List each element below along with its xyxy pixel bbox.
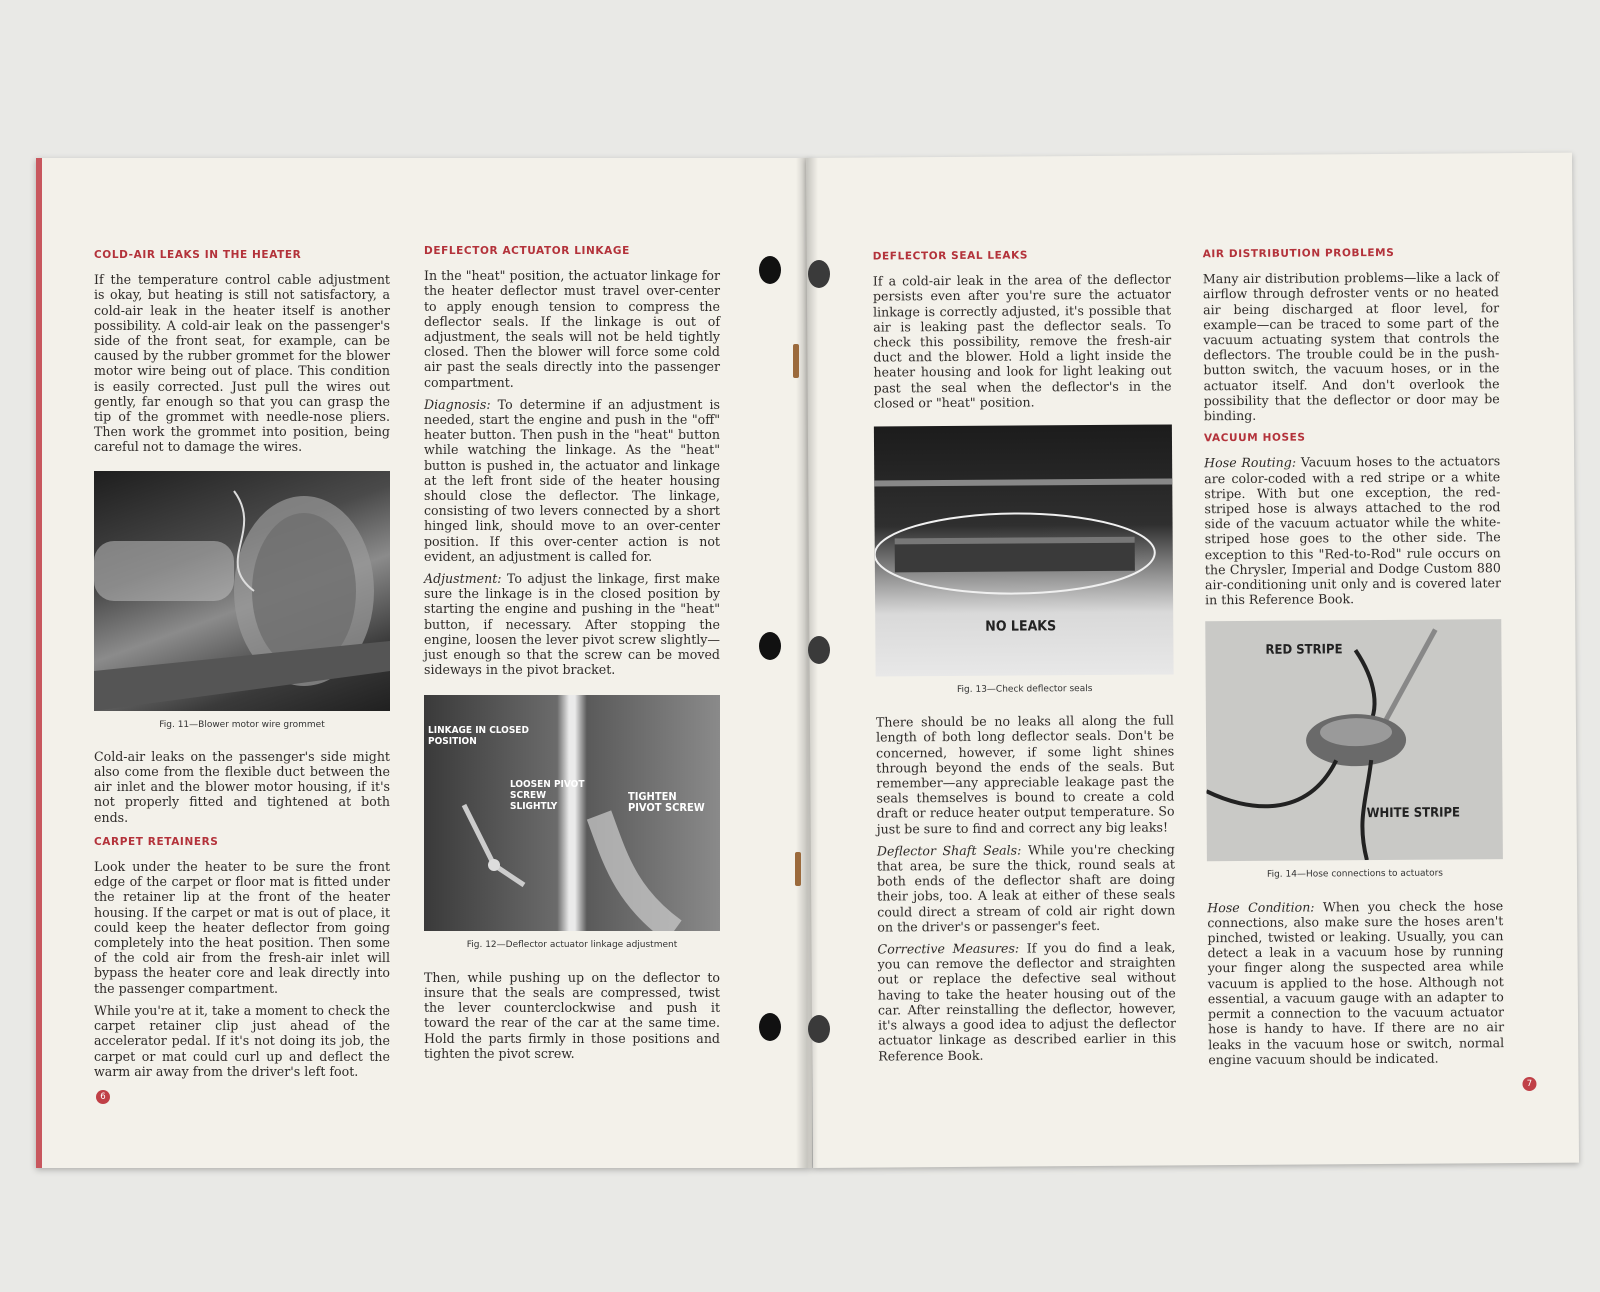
figure-12-photo	[424, 695, 720, 931]
figure-13-caption: Fig. 13—Check deflector seals	[956, 684, 1093, 695]
binder-hole	[808, 1015, 830, 1043]
binder-hole	[808, 636, 830, 664]
paragraph-text: When you check the hose connections, also make sure the hoses aren't pinched, twisted or leaking. Usually, you can detect a leak in a vacuum hose by running your finger along the suspected area while vacuum is applied to the hose. Although not essential, a vacuum gauge with an adapter to permit a connection to the vacuum actuator hose is handy to have. If there are no air leaks in the vacuum hose or switch, normal engine vacuum should be indicated.	[1207, 897, 1505, 1067]
paragraph	[877, 841, 1176, 934]
paragraph-lead: Hose Condition:	[1207, 899, 1315, 915]
paragraph: Cold-air leaks on the passenger's side might also come from the flexible duct between the air inlet and the blower motor housing, if it's not properly fitted and tightened at both ends.	[94, 748, 390, 825]
figure-12-caption: Fig. 12—Deflector actuator linkage adjustment	[466, 940, 678, 951]
left-column-1	[94, 248, 390, 1086]
open-booklet	[36, 158, 1572, 1178]
figure-12-label-closed: LINKAGE IN CLOSED POSITION	[428, 725, 529, 748]
paragraph-text: To determine if an adjustment is needed, start the engine and push in the "off" heater button. Then push in the "heat" button while watching the linkage. As the "heat" button is pushed in, the actuator and linkage at the left front side of the heater housing should close the deflector. The linkage, consisting of two levers connected by a short hinged link, should move to an over-center position. If this over-center action is not evident, an adjustment is called for.	[424, 396, 720, 564]
figure-12-label-tighten: TIGHTEN PIVOT SCREW	[628, 790, 705, 815]
paragraph	[1204, 454, 1501, 608]
figure-14-photo	[1205, 620, 1503, 862]
binder-hole	[759, 256, 781, 284]
paragraph-text: To adjust the linkage, first make sure the linkage is in the closed position by starting the engine and pushing in the "heat" button, if necessary. After stopping the engine, loosen the lever pivot screw slightly—just enough so that the screw can be moved sideways in the pivot bracket.	[424, 571, 720, 678]
paragraph-lead: Corrective Measures:	[877, 940, 1020, 957]
heading-deflector-actuator-linkage: DEFLECTOR ACTUATOR LINKAGE	[424, 245, 630, 257]
heading-cold-air-leaks: COLD-AIR LEAKS IN THE HEATER	[94, 249, 302, 261]
right-column-1	[873, 247, 1177, 1070]
figure-13-photo	[874, 424, 1174, 676]
binder-hole	[808, 260, 830, 288]
staple	[795, 852, 801, 886]
actuator-graphic	[1205, 620, 1503, 862]
paragraph-lead: Diagnosis:	[424, 396, 491, 412]
figure-14-caption: Fig. 14—Hose connections to actuators	[1266, 869, 1444, 881]
paragraph-text: If you do find a leak, you can remove the deflector and straighten out or replace the defective seal without having to take the heater housing out of the car. After reinstalling the deflector, however, it's always a good idea to adjust the deflector actuator linkage as described earlier in this Reference Book.	[877, 939, 1177, 1064]
paragraph-lead: Adjustment:	[424, 571, 502, 587]
paragraph: In the "heat" position, the actuator linkage for the heater deflector must travel over-center to apply enough tension to compress the deflector seals. If the linkage is out of adjustment, the seals will not be held tightly closed. Then the blower will force some cold air past the seals directly into the passenger compartment.	[424, 268, 720, 390]
left-page	[36, 158, 812, 1168]
heading-vacuum-hoses: VACUUM HOSES	[1203, 431, 1306, 445]
paragraph	[1207, 898, 1504, 1067]
linkage-graphic	[424, 695, 720, 931]
binder-hole	[759, 632, 781, 660]
figure-12-label-loosen: LOOSEN PIVOT SCREW SLIGHTLY	[510, 779, 585, 813]
heading-deflector-seal-leaks: DEFLECTOR SEAL LEAKS	[872, 249, 1029, 263]
paragraph-text: While you're checking that area, be sure the thick, round seals at both ends of the deflector shaft are doing their jobs, too. A leak at either of these seals could direct a stream of cold air right down on the driver's or passenger's feet.	[876, 841, 1176, 935]
heading-air-distribution: AIR DISTRIBUTION PROBLEMS	[1202, 246, 1395, 261]
binder-hole	[759, 1013, 781, 1041]
paragraph	[424, 571, 720, 677]
figure-14-label-red: RED STRIPE	[1265, 642, 1343, 659]
heading-carpet-retainers: CARPET RETAINERS	[94, 835, 219, 848]
figure-13-label: NO LEAKS	[985, 618, 1057, 635]
paragraph: Many air distribution problems—like a lack of airflow through defroster vents or no heated air being discharged at floor level, for example—can be traced to some part of the vacuum actuating system that controls the deflectors. The trouble could be in the push-button switch, the vacuum hoses, or in the actuator itself. And don't overlook the possibility that the deflector or door may be binding.	[1202, 269, 1500, 424]
right-column-2	[1203, 245, 1505, 1074]
page-number-left: 6	[96, 1090, 110, 1104]
paragraph	[424, 397, 720, 564]
paragraph-text: Vacuum hoses to the actuators are color-coded with a red stripe or a white stripe. With but one exception, the red-striped hose is always attached to the rod side of the vacuum actuator while the white-striped hose goes to the other side. The exception to this "Red-to-Rod" rule occurs on the Chrysler, Imperial and Dodge Custom 880 air-conditioning unit only and is covered later in this Reference Book.	[1204, 453, 1502, 608]
figure-11-photo	[94, 471, 390, 711]
paragraph: There should be no leaks all along the full length of both long deflector seals. Don't be concerned, however, if some light shines through beyond the ends of the seals. But remember—any appreciable leakage past the seals themselves is bound to create a cold draft or reduce heater output temperature. So just be sure to find and correct any big leaks!	[875, 712, 1175, 837]
deflector-graphic	[874, 424, 1174, 676]
page-number-right: 7	[1522, 1077, 1536, 1091]
blower-photo-graphic	[94, 471, 390, 711]
paragraph: If a cold-air leak in the area of the deflector persists even after you're sure the actuator linkage is correctly adjusted, it's possible that air is leaking past the deflector seals. To check this possibility, remove the fresh-air duct and the blower. Hold a light inside the heater housing and look for light leaking out past the seal when the deflector's in the closed or "heat" position.	[872, 271, 1172, 411]
right-page	[806, 153, 1579, 1168]
figure-14-label-white: WHITE STRIPE	[1366, 805, 1461, 822]
paragraph: If the temperature control cable adjustment is okay, but heating is still not satisfactory, a cold-air leak in the heater itself is another possibility. A cold-air leak on the passenger's side of the front seat, for example, can be caused by the rubber grommet for the blower motor wire being out of place. This condition is easily corrected. Just pull the wires out gently, far enough so that you can grasp the tip of the grommet with needle-nose pliers. Then work the grommet into position, being careful not to damage the wires.	[94, 272, 390, 455]
paragraph: Then, while pushing up on the deflector to insure that the seals are compressed, twist the lever counterclockwise and push it toward the rear of the car at the same time. Hold the parts firmly in those positions and tighten the pivot screw.	[424, 969, 720, 1061]
figure-11-caption: Fig. 11—Blower motor wire grommet	[159, 719, 325, 730]
paragraph-lead: Hose Routing:	[1204, 455, 1297, 471]
paragraph-lead: Deflector Shaft Seals:	[876, 842, 1022, 859]
paragraph: While you're at it, take a moment to check the carpet retainer clip just ahead of the accelerator pedal. If it's not doing its job, the carpet or mat could curl up and deflect the warm air away from the driver's left foot.	[94, 1002, 390, 1079]
left-column-2	[424, 244, 720, 1068]
paragraph	[877, 940, 1176, 1064]
paragraph: Look under the heater to be sure the front edge of the carpet or floor mat is fitted under the retainer lip at the front of the heater housing. If the carpet or mat is out of place, it could keep the heater deflector from going completely into the heat position. Then some of the cold air from the fresh-air inlet will bypass the heater core and leak directly into the passenger compartment.	[94, 859, 390, 996]
staple	[793, 344, 799, 378]
